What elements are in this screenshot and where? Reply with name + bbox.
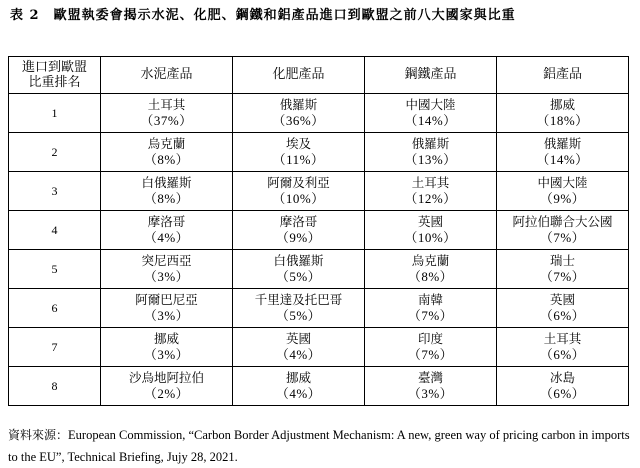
fertilizer-cell [233, 289, 365, 328]
country-name: 土耳其 [411, 175, 450, 190]
share-percent: （14%） [536, 152, 589, 167]
fertilizer-cell [233, 133, 365, 172]
country-name: 阿爾巴尼亞 [135, 292, 198, 307]
share-percent: （36%） [272, 113, 325, 128]
country-name: 阿拉伯聯合大公國 [512, 214, 613, 229]
table-row [9, 211, 629, 250]
share-percent: （2%） [143, 386, 190, 401]
header-rank-line-1: 進口到歐盟 [21, 60, 87, 75]
header-rank-line-2: 比重排名 [28, 75, 81, 90]
source-note [8, 424, 636, 468]
country-name: 挪威 [549, 97, 575, 112]
cement-cell [101, 172, 233, 211]
cement-cell [101, 133, 233, 172]
share-percent: （5%） [275, 308, 322, 323]
table-number: 表 2 [10, 8, 40, 23]
source-label: 資料來源： [8, 428, 69, 442]
header-row [9, 57, 629, 94]
share-percent: （8%） [407, 269, 454, 284]
country-name: 埃及 [285, 136, 311, 151]
share-percent: （9%） [275, 230, 322, 245]
share-percent: （18%） [536, 113, 589, 128]
aluminium-cell [497, 289, 629, 328]
share-percent: （4%） [143, 230, 190, 245]
cement-cell [101, 211, 233, 250]
rank-cell: 3 [9, 172, 101, 211]
rank-cell: 2 [9, 133, 101, 172]
rank-cell: 6 [9, 289, 101, 328]
country-name: 瑞士 [549, 253, 575, 268]
cement-cell [101, 328, 233, 367]
country-name: 中國大陸 [537, 175, 588, 190]
country-name: 土耳其 [543, 331, 582, 346]
table-row [9, 328, 629, 367]
table-row [9, 133, 629, 172]
country-name: 挪威 [285, 370, 311, 385]
table-title: 歐盟執委會揭示水泥、化肥、鋼鐵和鋁產品進口到歐盟之前八大國家與比重 [53, 8, 516, 23]
share-percent: （3%） [143, 269, 190, 284]
fertilizer-cell [233, 250, 365, 289]
cement-cell [101, 289, 233, 328]
share-percent: （8%） [143, 152, 190, 167]
country-name: 摩洛哥 [279, 214, 318, 229]
share-percent: （11%） [272, 152, 325, 167]
header-cement: 水泥產品 [101, 57, 233, 94]
steel-cell [365, 211, 497, 250]
share-percent: （7%） [539, 230, 586, 245]
country-name: 中國大陸 [405, 97, 456, 112]
header-fertilizer: 化肥產品 [233, 57, 365, 94]
steel-cell [365, 328, 497, 367]
cement-cell [101, 367, 233, 406]
aluminium-cell [497, 94, 629, 133]
aluminium-cell [497, 250, 629, 289]
steel-cell [365, 133, 497, 172]
header-steel: 鋼鐵產品 [365, 57, 497, 94]
steel-cell [365, 172, 497, 211]
country-name: 摩洛哥 [147, 214, 186, 229]
country-name: 俄羅斯 [279, 97, 318, 112]
rank-cell: 7 [9, 328, 101, 367]
aluminium-cell [497, 367, 629, 406]
share-percent: （37%） [140, 113, 193, 128]
country-name: 冰島 [549, 370, 575, 385]
country-name: 臺灣 [417, 370, 443, 385]
share-percent: （8%） [143, 191, 190, 206]
aluminium-cell [497, 172, 629, 211]
share-percent: （10%） [404, 230, 457, 245]
country-name: 阿爾及利亞 [267, 175, 330, 190]
country-name: 俄羅斯 [543, 136, 582, 151]
steel-cell [365, 289, 497, 328]
country-name: 白俄羅斯 [273, 253, 324, 268]
table-row [9, 250, 629, 289]
country-name: 沙烏地阿拉伯 [128, 370, 204, 385]
country-name: 印度 [417, 331, 443, 346]
share-percent: （5%） [275, 269, 322, 284]
aluminium-cell [497, 133, 629, 172]
country-name: 突尼西亞 [141, 253, 192, 268]
country-name: 烏克蘭 [411, 253, 450, 268]
aluminium-cell [497, 328, 629, 367]
fertilizer-cell [233, 367, 365, 406]
table-caption [10, 4, 630, 23]
import-share-table [8, 56, 629, 406]
share-percent: （4%） [275, 347, 322, 362]
share-percent: （4%） [275, 386, 322, 401]
country-name: 挪威 [153, 331, 179, 346]
share-percent: （7%） [407, 308, 454, 323]
table-row [9, 172, 629, 211]
country-name: 南韓 [417, 292, 443, 307]
header-rank [9, 57, 101, 94]
country-name: 烏克蘭 [147, 136, 186, 151]
cement-cell [101, 94, 233, 133]
steel-cell [365, 250, 497, 289]
table-row [9, 367, 629, 406]
header-aluminium: 鋁產品 [497, 57, 629, 94]
steel-cell [365, 94, 497, 133]
share-percent: （10%） [272, 191, 325, 206]
share-percent: （7%） [407, 347, 454, 362]
rank-cell: 8 [9, 367, 101, 406]
country-name: 千里達及托巴哥 [254, 292, 343, 307]
fertilizer-cell [233, 328, 365, 367]
country-name: 白俄羅斯 [141, 175, 192, 190]
table-row [9, 289, 629, 328]
country-name: 土耳其 [147, 97, 186, 112]
share-percent: （9%） [539, 191, 586, 206]
share-percent: （3%） [143, 347, 190, 362]
country-name: 英國 [417, 214, 443, 229]
share-percent: （12%） [404, 191, 457, 206]
share-percent: （6%） [539, 386, 586, 401]
share-percent: （7%） [539, 269, 586, 284]
country-name: 俄羅斯 [411, 136, 450, 151]
table-row [9, 94, 629, 133]
country-name: 英國 [549, 292, 575, 307]
fertilizer-cell [233, 211, 365, 250]
country-name: 英國 [285, 331, 311, 346]
share-percent: （6%） [539, 308, 586, 323]
rank-cell: 4 [9, 211, 101, 250]
share-percent: （14%） [404, 113, 457, 128]
rank-cell: 1 [9, 94, 101, 133]
share-percent: （3%） [143, 308, 190, 323]
steel-cell [365, 367, 497, 406]
aluminium-cell [497, 211, 629, 250]
fertilizer-cell [233, 172, 365, 211]
share-percent: （3%） [407, 386, 454, 401]
share-percent: （13%） [404, 152, 457, 167]
rank-cell: 5 [9, 250, 101, 289]
table-body [9, 94, 629, 406]
fertilizer-cell [233, 94, 365, 133]
share-percent: （6%） [539, 347, 586, 362]
cement-cell [101, 250, 233, 289]
source-text: European Commission, “Carbon Border Adjustment Mechanism: A new, green way of pricing carbon in imports to the EU”, Technical Briefing, Jujy 28, 2021. [8, 428, 630, 464]
